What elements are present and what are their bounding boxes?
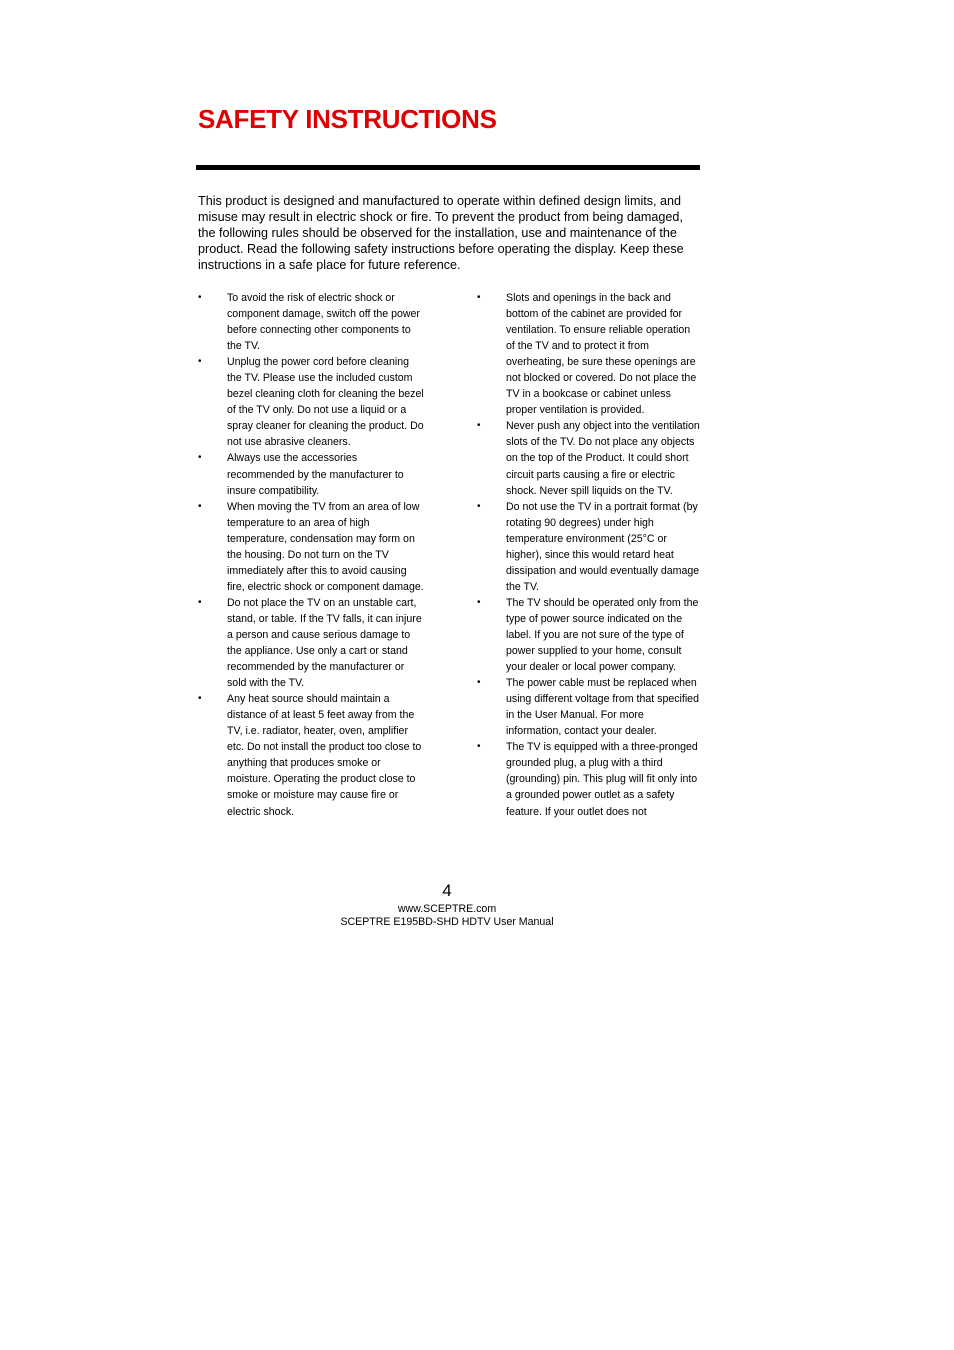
list-item — [198, 499, 424, 595]
list-item — [198, 595, 424, 691]
list-item — [198, 354, 424, 450]
list-item — [477, 499, 701, 595]
bullet-icon: • — [477, 677, 481, 689]
list-item-text: Always use the accessories recommended by the manufacturer to insure compatibility. — [227, 452, 404, 497]
list-item-text: Slots and openings in the back and bottom of the cabinet are provided for ventilation. To ensure reliable operation of the TV and to protect it from overheating, be sure these openings are not blocked or covered. Do not place the TV in a bookcase or cabinet unless proper ventilation is provided. — [506, 292, 697, 417]
bullet-icon: • — [198, 452, 202, 464]
bullet-icon: • — [198, 292, 202, 303]
page-title: SAFETY INSTRUCTIONS — [198, 104, 497, 134]
left-bullet-list — [198, 290, 424, 820]
list-item-text: The TV is equipped with a three-pronged grounded plug, a plug with a third (grounding) pin. This plug will fit only into a grounded power outlet as a safety feature. If your outlet does not — [506, 741, 698, 818]
list-item-text: The power cable must be replaced when using different voltage from that specified in the User Manual. For more information, contact your dealer. — [506, 677, 699, 738]
intro-paragraph: This product is designed and manufactured to operate within defined design limits, and misuse may result in electric shock or fire. To prevent the product from being damaged, the following rules should be observed for the installation, use and maintenance of the product. Read the following safety instructions before operating the display. Keep these instructions in a safe place for future reference. — [198, 194, 684, 272]
bullet-icon: • — [198, 596, 202, 608]
list-item-text: To avoid the risk of electric shock or component damage, switch off the power before connecting other components to the TV. — [227, 292, 420, 353]
bullet-icon: • — [198, 693, 202, 705]
list-item — [477, 290, 701, 418]
list-item-text: Any heat source should maintain a distance of at least 5 feet away from the TV, i.e. radiator, heater, oven, amplifier etc. Do not install the product too close to anything that produces smoke or moisture. Operating the product close to smoke or moisture may cause fire or electric shock. — [227, 693, 422, 818]
list-item-text: Unplug the power cord before cleaning the TV. Please use the included custom bezel cleaning cloth for cleaning the bezel of the TV only. Do not use a liquid or a spray cleaner for cleaning the product. Do not use abrasive cleaners. — [227, 356, 424, 449]
bullet-icon: • — [477, 420, 481, 432]
bullet-icon: • — [198, 356, 202, 368]
list-item-text: Do not place the TV on an unstable cart, stand, or table. If the TV falls, it can injure a person and cause serious damage to the appliance. Use only a cart or stand recommended by the manufacturer or sold with the TV. — [227, 596, 422, 690]
footer-manual-title: SCEPTRE E195BD-SHD HDTV User Manual — [340, 916, 554, 928]
bullet-icon: • — [477, 500, 481, 512]
bullet-icon: • — [477, 596, 481, 608]
right-bullet-list — [477, 290, 701, 820]
list-item — [477, 739, 701, 819]
bullet-icon: • — [477, 741, 481, 753]
list-item — [198, 290, 424, 354]
bullet-icon: • — [477, 292, 481, 303]
list-item — [477, 418, 701, 498]
list-item-text: Do not use the TV in a portrait format (by rotating 90 degrees) under high temperature environment (25°C or higher), since this would retard heat dissipation and would eventually damage the TV. — [506, 500, 700, 593]
list-item — [477, 595, 701, 675]
list-item-text: Never push any object into the ventilation slots of the TV. Do not place any objects on the top of the Product. It could short circuit parts causing a fire or electric shock. Never spill liquids on the TV. — [506, 420, 700, 497]
title-divider — [196, 165, 700, 170]
bullet-icon: • — [198, 500, 202, 512]
list-item — [198, 691, 424, 819]
footer-website: www.SCEPTRE.com — [397, 903, 497, 915]
list-item-text: When moving the TV from an area of low temperature to an area of high temperature, condensation may form on the housing. Do not turn on the TV immediately after this to avoid causing fire, electric shock or component damage. — [227, 500, 424, 593]
list-item-text: The TV should be operated only from the type of power source indicated on the label. If you are not sure of the type of power supplied to your home, consult your dealer or local power company. — [506, 596, 699, 674]
page-number: 4 — [442, 881, 452, 900]
list-item — [477, 675, 701, 739]
list-item — [198, 450, 424, 498]
